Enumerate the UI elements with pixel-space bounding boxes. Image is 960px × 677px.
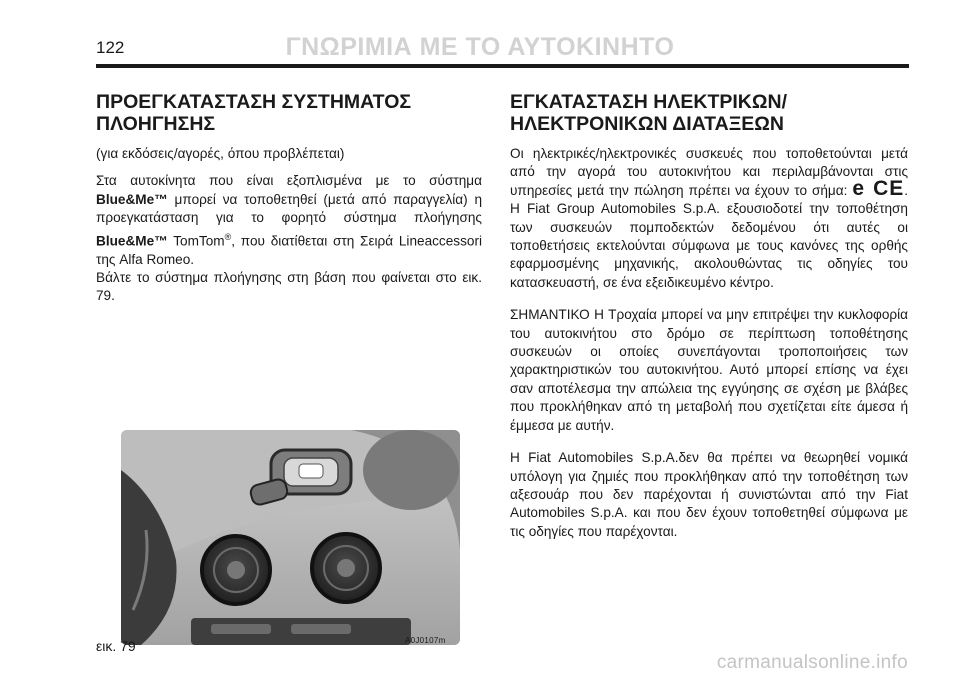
brand-name: Blue&Me™: [96, 233, 168, 249]
section-heading-electrical: [510, 91, 908, 135]
ce-mark-icon: e CE: [852, 176, 905, 200]
figure-79: [121, 430, 460, 645]
brand-name: Blue&Me™: [96, 191, 168, 207]
paragraph-place-device: Βάλτε το σύστημα πλοήγησης στη βάση που φαίνεται στο εικ. 79.: [96, 269, 482, 304]
paragraph-ce-mark: Οι ηλεκτρικές/ηλεκτρονικές συσκευές που τοποθετούνται μετά από την αγορά του αυτοκινήτου και περιλαμβάνονται στις υπηρεσίες μετά την πώληση πρέπει να έχουν το σήμα: e CE. Η Fiat Group Automobiles S.p.A. εξουσιοδοτεί την τοποθέτηση των συσκευών πομποδεκτών δεδομένου ότι αυτές οι τοποθετήσεις εκτελούνται σύμφωνα με τους κανόνες της ορθής εφαρμοσμένης μηχανικής, ακολουθώντας τις οδηγίες του κατασκευαστή, σε ένα εξειδικευμένο κέντρο.: [510, 146, 909, 290]
right-column: [510, 91, 908, 541]
page-number: 122: [96, 38, 125, 57]
text-run: Οι ηλεκτρικές/ηλεκτρονικές συσκευές που τοποθετούνται μετά από την αγορά του αυτοκινήτου και περιλαμβάνονται στις υπηρεσίες μετά την πώληση πρέπει να έχουν το σήμα:: [510, 146, 908, 198]
text-run: Στα αυτοκίνητα που είναι εξοπλισμένα με το σύστημα: [96, 173, 482, 189]
dashboard-illustration: [121, 430, 460, 645]
text-run: μπορεί να τοποθετηθεί (μετά από παραγγελία) η προεγκατάσταση για το φορητό σύστημα πλοήγησης: [96, 191, 483, 226]
running-header: ΓΝΩΡΙΜΙΑ ΜΕ ΤΟ ΑΥΤΟΚΙΝΗΤΟ: [285, 33, 675, 61]
heading-line-1: ΠΡΟΕΓΚΑΤΑΣΤΑΣΗ ΣΥΣΤΗΜΑΤΟΣ: [96, 91, 412, 113]
heading-line-2: ΗΛΕΚΤΡΟΝΙΚΩΝ ΔΙΑΤΑΞΕΩΝ: [510, 113, 784, 135]
text-run: Η Fiat Group Automobiles S.p.A. εξουσιοδοτεί την τοποθέτηση των συσκευών πομποδεκτών δεδομένου ότι αυτές οι τοποθετήσεις εκτελούνται σύμφωνα με τους κανόνες της ορθής εφαρμοσμένης μηχανικής, ακολουθώντας τις οδηγίες του κατασκευαστή, σε ένα εξειδικευμένο κέντρο.: [510, 201, 908, 290]
registered-mark: ®: [224, 231, 232, 242]
figure-code: A0J0107m: [405, 636, 446, 645]
paragraph-liability: Η Fiat Automobiles S.p.A.δεν θα πρέπει να θεωρηθεί νομικά υπόλογη για ζημιές που προκλήθηκαν από την τοποθέτηση των αξεσουάρ που δεν παρέχονται ή συνιστώνται από την Fiat Automobiles S.p.A. και που δεν έχουν τοποθετηθεί σύμφωνα με τις οδηγίες που παρέχονται.: [510, 450, 908, 539]
paragraph-important: ΣΗΜΑΝΤΙΚΟ Η Τροχαία μπορεί να μην επιτρέψει την κυκλοφορία του αυτοκινήτου στο δρόμο σε περίπτωση τοποθέτησης συσκευών οι οποίες συνεπάγονται τροποποιήσεις των χαρακτηριστικών του αυτοκινήτου. Αυτό μπορεί επίσης να έχει σαν αποτέλεσμα την απώλεια της εγγύησης σε σχέση με βλάβες που προκλήθηκαν από τη μεταβολή που σχετίζεται είτε άμεσα ή έμμεσα με αυτήν.: [510, 307, 908, 433]
paragraph-navigation-prep: [96, 172, 482, 269]
heading-line-1: ΕΓΚΑΤΑΣΤΑΣΗ ΗΛΕΚΤΡΙΚΩΝ/: [510, 91, 787, 113]
left-column: [96, 91, 482, 306]
text-run: , που διατίθεται στη Σειρά Lineaccessori της Alfa Romeo.: [96, 233, 482, 267]
brand-name: TomTom: [173, 233, 225, 249]
section-subtitle: (για εκδόσεις/αγορές, όπου προβλέπεται): [96, 146, 345, 161]
header-rule: [96, 64, 909, 68]
figure-caption: εικ. 79: [96, 638, 136, 654]
watermark: carmanualsonline.info: [716, 652, 908, 673]
section-heading-navigation: [96, 91, 482, 135]
heading-line-2: ΠΛΟΗΓΗΣΗΣ: [96, 113, 216, 135]
